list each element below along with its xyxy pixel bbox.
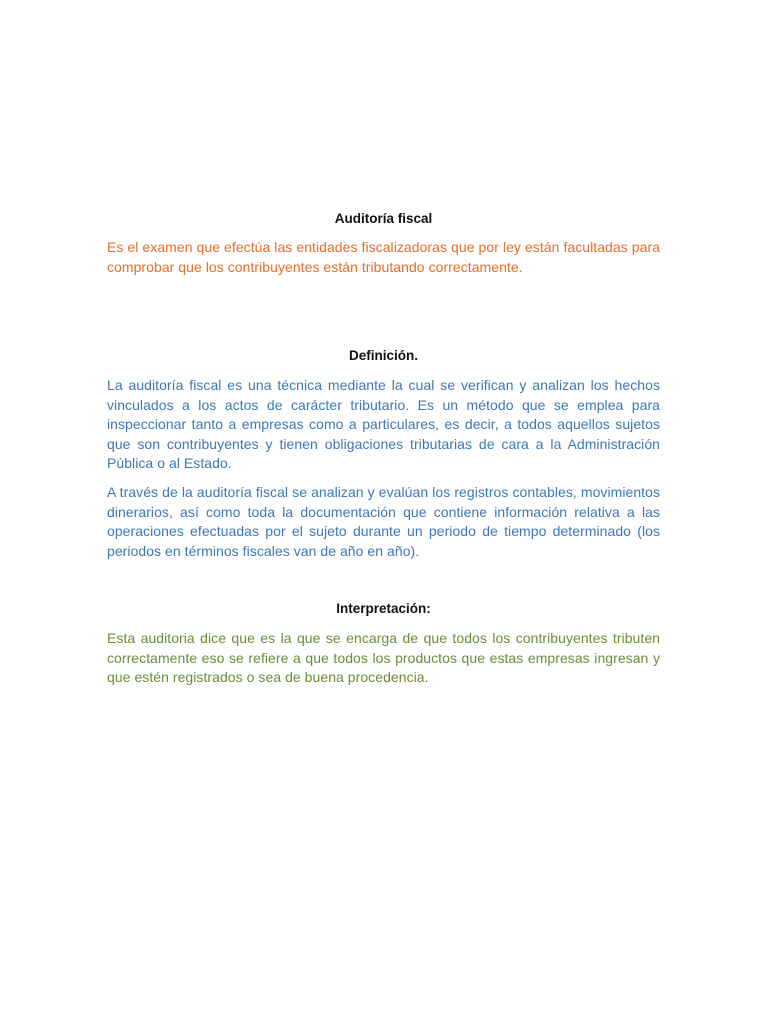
paragraph-definicion-2: A través de la auditoría fiscal se analizan y evalúan los registros contables, movimientos dinerarios, así como toda la documentación que contiene información relativa a las operaciones efectuadas por el sujeto durante un periodo de tiempo determinado (los periodos en términos fiscales van de año en año).	[107, 483, 660, 559]
section-definicion	[107, 376, 660, 561]
section-interpretacion	[107, 629, 660, 688]
heading-auditoria-fiscal: Auditoría fiscal	[334, 211, 433, 226]
paragraph-definicion-1: La auditoría fiscal es una técnica mediante la cual se verifican y analizan los hechos vinculados a los actos de carácter tributario. Es un método que se emplea para inspeccionar tanto a empresas como a particulares, es decir, a todos aquellos sujetos que son contribuyentes y tienen obligaciones tributarias de cara a la Administración Pública o al Estado.	[107, 377, 660, 472]
paragraph-interpretacion: Esta auditoria dice que es la que se encarga de que todos los contribuyentes tributen correctamente eso se refiere a que todos los productos que estas empresas ingresan y que estén registrados o sea de buena procedencia.	[107, 630, 660, 686]
section-auditoria-fiscal	[107, 238, 660, 277]
heading-interpretacion: Interpretación:	[336, 601, 431, 616]
paragraph-auditoria-fiscal: Es el examen que efectúa las entidades fiscalizadoras que por ley están facultadas para comprobar que los contribuyentes están tributando correctamente.	[107, 239, 660, 275]
heading-definicion: Definición.	[348, 348, 418, 363]
